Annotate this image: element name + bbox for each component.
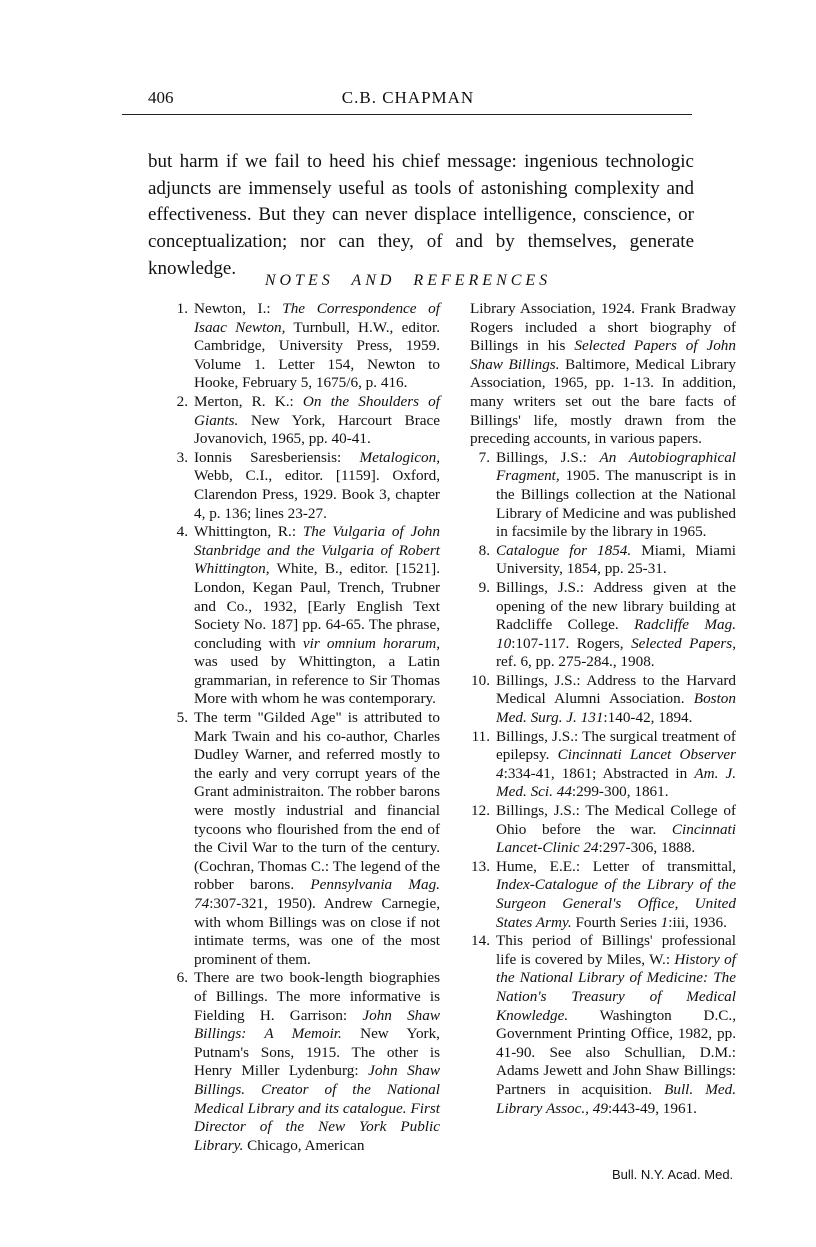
reference-text: Merton, R. K.: On the Shoulders of Giants. New York, Harcourt Brace Jovanovich, 1965, pp. 40-41. xyxy=(194,392,440,448)
reference-number: 3. xyxy=(176,448,188,466)
reference-number: 9. xyxy=(478,578,490,596)
reference-text: Billings, J.S.: Address to the Harvard Medical Alumni Association. Boston Med. Surg. J. 131:140-42, 1894. xyxy=(496,671,736,727)
header-rule xyxy=(122,114,692,115)
body-paragraph: but harm if we fail to heed his chief message: ingenious technologic adjuncts are immensely useful as tools of astonishing complexity and effectiveness. But they can never displace intelligence, conscience, or conceptualization; nor can they, of and by themselves, generate knowledge. xyxy=(148,151,694,279)
reference-number: 1. xyxy=(176,300,188,317)
references-column-left xyxy=(168,300,440,1155)
reference-item xyxy=(470,858,736,932)
section-heading: NOTES AND REFERENCES xyxy=(264,272,552,289)
reference-text: There are two book-length biographies of Billings. The more informative is Fielding H. Garrison: John Shaw Billings: A Memoir. New York, Putnam's Sons, 1915. The other is Henry Miller Lydenburg: John Shaw Billings. Creator of the National Medical Library and its catalogue. First Director of the New York Public Library. Chicago, American xyxy=(194,969,440,1154)
reference-text: Ionnis Saresberiensis: Metalogicon, Webb, C.I., editor. [1159]. Oxford, Clarendon Press, 1929. Book 3, chapter 4, p. 136; lines 23-27. xyxy=(194,448,440,522)
reference-item xyxy=(470,542,736,579)
reference-text: Catalogue for 1854. Miami, Miami University, 1854, pp. 25-31. xyxy=(496,541,736,578)
reference-item xyxy=(470,300,736,449)
reference-text: Billings, J.S.: An Autobiographical Fragment, 1905. The manuscript is in the Billings collection at the National Library of Medicine and was published in facsimile by the library in 1965. xyxy=(496,448,737,541)
reference-text: Newton, I.: The Correspondence of Isaac Newton, Turnbull, H.W., editor. Cambridge, University Press, 1959. Volume 1. Letter 154, Newton to Hooke, February 5, 1675/6, p. 416. xyxy=(194,300,440,392)
reference-number: 6. xyxy=(176,969,188,987)
reference-number: 8. xyxy=(478,541,490,559)
reference-item xyxy=(470,728,736,802)
reference-text: Billings, J.S.: Address given at the opening of the new library building at Radcliffe College. Radcliffe Mag. 10:107-117. Rogers, Selected Papers, ref. 6, pp. 275-284., 1908. xyxy=(496,578,736,671)
reference-number: 4. xyxy=(176,523,188,541)
reference-text: Billings, J.S.: The Medical College of Ohio before the war. Cincinnati Lancet-Clinic 24:297-306, 1888. xyxy=(496,802,736,857)
reference-number: 5. xyxy=(176,709,188,727)
reference-item xyxy=(470,672,736,728)
reference-number: 2. xyxy=(176,392,188,410)
reference-number: 12. xyxy=(471,802,490,820)
reference-item xyxy=(470,449,736,542)
reference-item xyxy=(470,802,736,858)
reference-item xyxy=(168,969,440,1155)
reference-text: Billings, J.S.: The surgical treatment of epilepsy. Cincinnati Lancet Observer 4:334-41, 1861; Abstracted in Am. J. Med. Sci. 44:299-300, 1861. xyxy=(496,727,736,801)
reference-number: 13. xyxy=(471,857,490,875)
reference-number: 7. xyxy=(478,448,490,466)
reference-text: This period of Billings' professional life is covered by Miles, W.: History of the National Library of Medicine: The Nation's Treasury of Medical Knowledge. Washington D.C., Government Printing Office, 1982, pp. 41-90. See also Schullian, D.M.: Adams Jewett and John Shaw Billings: Partners in acquisition. Bull. Med. Library Assoc., 49:443-49, 1961. xyxy=(496,932,737,1117)
reference-text: Library Association, 1924. Frank Bradway Rogers included a short biography of Billings in his Selected Papers of John Shaw Billings. Baltimore, Medical Library Association, 1965, pp. 1-13. In addition, many writers set out the bare facts of Billings' life, mostly drawn from the preceding accounts, in various papers. xyxy=(470,300,736,448)
reference-item xyxy=(168,449,440,523)
reference-text: Whittington, R.: The Vulgaria of John Stanbridge and the Vulgaria of Robert Whittington, White, B., editor. [1521]. London, Kegan Paul, Trench, Trubner and Co., 1932, [Early English Text Society No. 187] pp. 64-65. The phrase, concluding with vir omnium horarum, was used by Whittington, a Latin grammarian, in reference to Sir Thomas More with whom he was contemporary. xyxy=(194,523,440,708)
reference-item xyxy=(168,300,440,393)
reference-text: Hume, E.E.: Letter of transmittal, Index-Catalogue of the Library of the Surgeon General's Office, United States Army. Fourth Series 1:iii, 1936. xyxy=(496,857,736,931)
reference-item xyxy=(168,709,440,969)
reference-number: 11. xyxy=(471,727,490,745)
reference-text: The term "Gilded Age" is attributed to Mark Twain and his co-author, Charles Dudley Warner, and referred mostly to the early and very corrupt years of the Grant administraiton. The robber barons were mostly industrial and financial tycoons who flourished from the end of the Civil War to the turn of the century. (Cochran, Thomas C.: The legend of the robber barons. Pennsylvania Mag. 74:307-321, 1950). Andrew Carnegie, with whom Billings was on close if not intimate terms, was one of the most prominent of them. xyxy=(194,709,440,968)
reference-number: 10. xyxy=(471,671,490,689)
reference-item xyxy=(168,393,440,449)
reference-item xyxy=(470,932,736,1118)
references-column-right xyxy=(470,300,736,1118)
reference-number: 14. xyxy=(471,932,490,950)
reference-item xyxy=(168,523,440,709)
footer-journal: Bull. N.Y. Acad. Med. xyxy=(612,1167,734,1182)
reference-item xyxy=(470,579,736,672)
page-number: 406 xyxy=(148,88,174,107)
running-head: C.B. CHAPMAN xyxy=(341,88,475,107)
